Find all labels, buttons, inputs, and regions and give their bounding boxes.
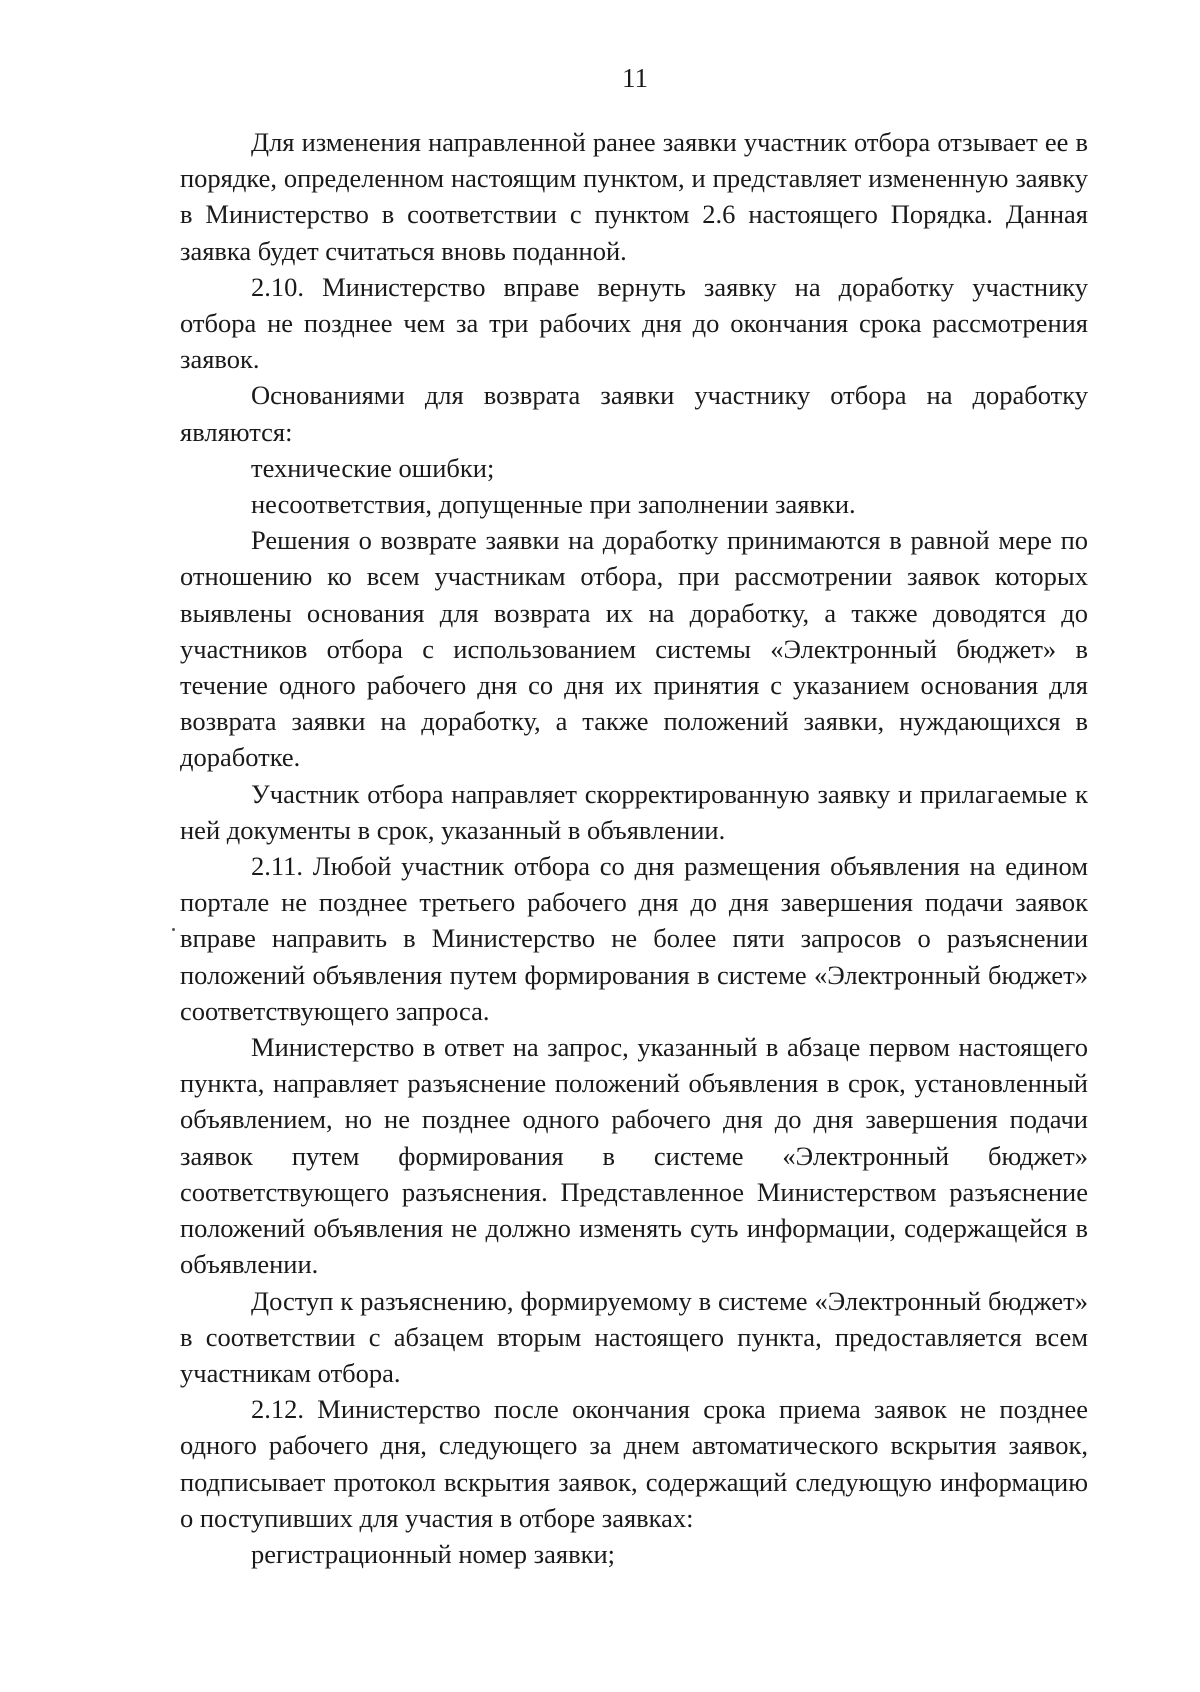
scan-speck: [172, 928, 175, 931]
paragraph: регистрационный номер заявки;: [251, 1538, 616, 1569]
paragraph: 2.11. Любой участник отбора со дня размещения объявления на едином портале не позднее третьего рабочего дня до дня завершения подачи заявок вправе направить в Министерство не более пяти запросов о разъяснении положений объявления путем формирования в системе «Электронный бюджет» соответствующего запроса.: [180, 851, 1088, 1026]
paragraph: Участник отбора направляет скорректированную заявку и прилагаемые к ней документы в срок, указанный в объявлении.: [180, 778, 1088, 845]
paragraph: 2.10. Министерство вправе вернуть заявку на доработку участнику отбора не позднее чем за три рабочих дня до окончания срока рассмотрения заявок.: [180, 271, 1088, 375]
paragraph: Министерство в ответ на запрос, указанный в абзаце первом настоящего пункта, направляет разъяснение положений объявления в срок, установленный объявлением, но не позднее одного рабочего дня до дня завершения подачи заявок путем формирования в системе «Электронный бюджет» соответствующего разъяснения. Представленное Министерством разъяснение положений объявления не должно изменять суть информации, содержащейся в объявлении.: [180, 1032, 1088, 1280]
paragraph: Основаниями для возврата заявки участнику отбора на доработку являются:: [180, 380, 1088, 447]
paragraph: Решения о возврате заявки на доработку принимаются в равной мере по отношению ко всем участникам отбора, при рассмотрении заявок которых выявлены основания для возврата их на доработку, а также доводятся до участников отбора с использованием системы «Электронный бюджет» в течение одного рабочего дня со дня их принятия с указанием основания для возврата заявки на доработку, а также положений заявки, нуждающихся в доработке.: [180, 525, 1088, 773]
paragraph: технические ошибки;: [251, 452, 495, 483]
page-number: 11: [622, 63, 648, 93]
paragraph: Доступ к разъяснению, формируемому в системе «Электронный бюджет» в соответствии с абзацем вторым настоящего пункта, предоставляется всем участникам отбора.: [180, 1285, 1088, 1388]
paragraph: Для изменения направленной ранее заявки участник отбора отзывает ее в порядке, определенном настоящим пунктом, и представляет измененную заявку в Министерство в соответствии с пунктом 2.6 настоящего Порядка. Данная заявка будет считаться вновь поданной.: [180, 127, 1088, 266]
document-body: [180, 124, 1088, 1572]
paragraph: 2.12. Министерство после окончания срока приема заявок не позднее одного рабочего дня, следующего за днем автоматического вскрытия заявок, подписывает протокол вскрытия заявок, содержащий следующую информацию о поступивших для участия в отборе заявках:: [180, 1394, 1088, 1533]
paragraph: несоответствия, допущенные при заполнении заявки.: [251, 489, 856, 520]
